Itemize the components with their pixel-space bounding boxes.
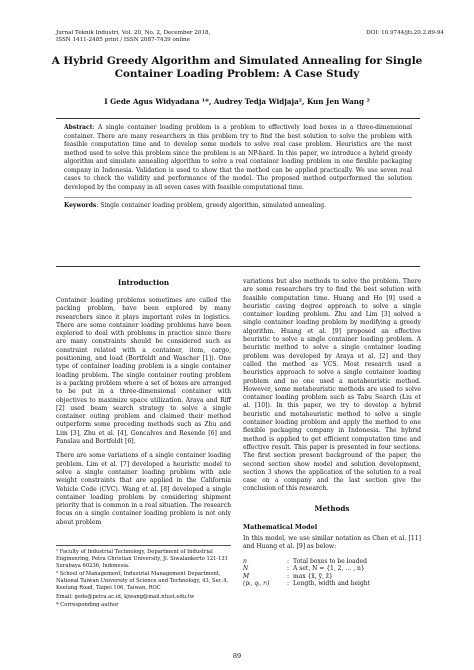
keywords [64, 197, 412, 211]
abstract-label: Abstract [64, 124, 93, 131]
paragraph: variations but also methods to solve the problem. There are some researchers try to find the best solution with feasible computation time. Huang and Ho [9] used a heuristic caving degree approach to solve a single container loading problem. Zhu and Lim [3] solved a single container loading problem by modifying a greedy algorithm. Huang et al. [9] proposed an effective heuristic to solve a single container loading problem. A heuristic method to solve a single container loading problem was developed by Araya et al. [2] and they called the method as VCS. Most research used a heuristics approach to solve a single container loading problem and no one used a metaheuristic method. However, some metaheuristic methods are used to solve container loading problem such as Tabu Search (Liu et al. [10]). In this paper, we try to develop a hybrid heuristic and metaheuristic method to solve a single container loading problem and apply the method to one flexible packaging company in Indonesia. The hybrid method is applied to get efficient computation time and effective result. This paper is presented in four sections. The first section present background of the paper, the second section show model and solution development, section 3 shows the application of the solution to a real case on a company and the last section give the conclusion of this research. [243, 278, 421, 493]
authors: I Gede Agus Widyadana ¹*, Audrey Tedja Widjaja², Kun Jen Wang ² [104, 97, 370, 106]
page-number: 89 [232, 652, 242, 660]
notation-row [243, 580, 374, 588]
notation-description: Length, width and height [293, 580, 371, 588]
notation-row [243, 565, 374, 573]
keywords-text: : Single container loading problem, greedy algorithm, simulated annealing. [96, 202, 326, 209]
notation-row [243, 573, 374, 581]
notation-separator: : [287, 557, 290, 565]
journal-header [56, 30, 210, 45]
paragraph: Container loading problems sometimes are called the packing problem, have been explored by many researchers since it plays important roles in logistics. There are some container loading problems have been explored to deal with problems in practice since there are many constraints should be considered such as constraint related with a container, item, cargo, positioning, and load (Bortfeldt and Wascher [1]). One type of container loading problem is a single container loading problem. The single container routing problem is a packing problem where a set of boxes are arranged to be put in a three-dimensional container with objectives to maximize space utilization. Araya and Riff [2] used beam search strategy to solve a single container outing problem and claimed their method outperform some preceding methods such as Zhu and Lim [3], Zhu et al. [4], Goncalves and Resende [6] and Fanslau and Bortfeldt [6]. [56, 297, 231, 446]
doi: DOI: 10.9744/jti.20.2.89-94 [366, 30, 444, 36]
methods-heading: Methods [314, 503, 350, 513]
footnote: Email: gede@petra.ac.id, kjwang@mail.ntust.edu.tw [56, 593, 195, 600]
keywords-label: Keywords [64, 202, 97, 209]
notation-description: max {x̃, ỹ, z̃} [293, 572, 333, 580]
right-column [243, 278, 421, 588]
footnote: ¹ Faculty of Industrial Technology, Department of Industrial Engineering, Petra Christian University, Jl. Siwalankerto 121-131 Surabaya 60236, Indonesia. [56, 549, 229, 570]
notation-separator: : [287, 572, 290, 580]
notation-description: Total boxes to be loaded [293, 557, 367, 565]
notation-symbol: N [243, 565, 249, 573]
notation-description: A set, N = {1, 2, … , n} [293, 565, 365, 573]
model-intro: In this model, we use similar notation as Chen et al. [11] and Huang et al. [9] as below: [243, 535, 421, 551]
journal-line: Jurnal Teknik Industri, Vol. 20, No. 2, December 2018, [56, 30, 211, 36]
model-heading: Mathematical Model [243, 522, 318, 531]
notation-symbol: (pᵢ, qᵢ, rᵢ) [243, 580, 270, 588]
footnotes [56, 545, 231, 610]
notation-row [243, 558, 374, 566]
paragraph: There are some variations of a single container loading problem. Lim et al. [7] developed a heuristic model to solve a single container loading problem with axle weight constraints that are applied in the California Vehicle Code (CVC). Wang et al. [8] developed a single container loading problem by considering shipment priority that is common in a real situation. The research focus on a single container loading problem is not only about problem [56, 452, 231, 526]
abstract-text: : A single container loading problem is a problem to effectively load boxes in a three-dimensional container. There are many researchers in this problem try to find the best solution to solve the problem with feasible computation time and to develop some models to solve real case problem. Heuristics are the most method used to solve this problem since the problem is an NP-hard. In this paper, we introduce a hybrid greedy algorithm and simulate annealing algorithm to solve a real container loading problem in one flexible packaging company in Indonesia. Validation is used to show that the method can be applied practically. We use seven real cases to check the validity and performance of the model. The proposed method outperformed the solution developed by the company in all seven cases with feasible computational time. [64, 124, 412, 191]
notation-symbol: M [243, 572, 250, 580]
notation-separator: : [287, 580, 290, 588]
journal-line: ISSN 1411-2485 print / ISSN 2087-7439 online [56, 37, 190, 44]
abstract [64, 124, 412, 192]
footnote: * Corresponding author [56, 601, 119, 608]
notation-symbol: n [243, 557, 247, 565]
paper-title: A Hybrid Greedy Algorithm and Simulated Annealing for Single Container Loading Problem: A Case Study [51, 55, 423, 80]
notation-table [243, 558, 374, 588]
left-column [56, 278, 231, 533]
abstract-box [56, 118, 420, 267]
introduction-heading: Introduction [117, 278, 170, 287]
notation-separator: : [287, 565, 290, 573]
footnote: ² School of Management, Industrial Management Department, National Taiwan University of Science and Technology, 43, Sec.4, Keelung Road, Taipei 106, Taiwan, ROC [56, 571, 229, 592]
